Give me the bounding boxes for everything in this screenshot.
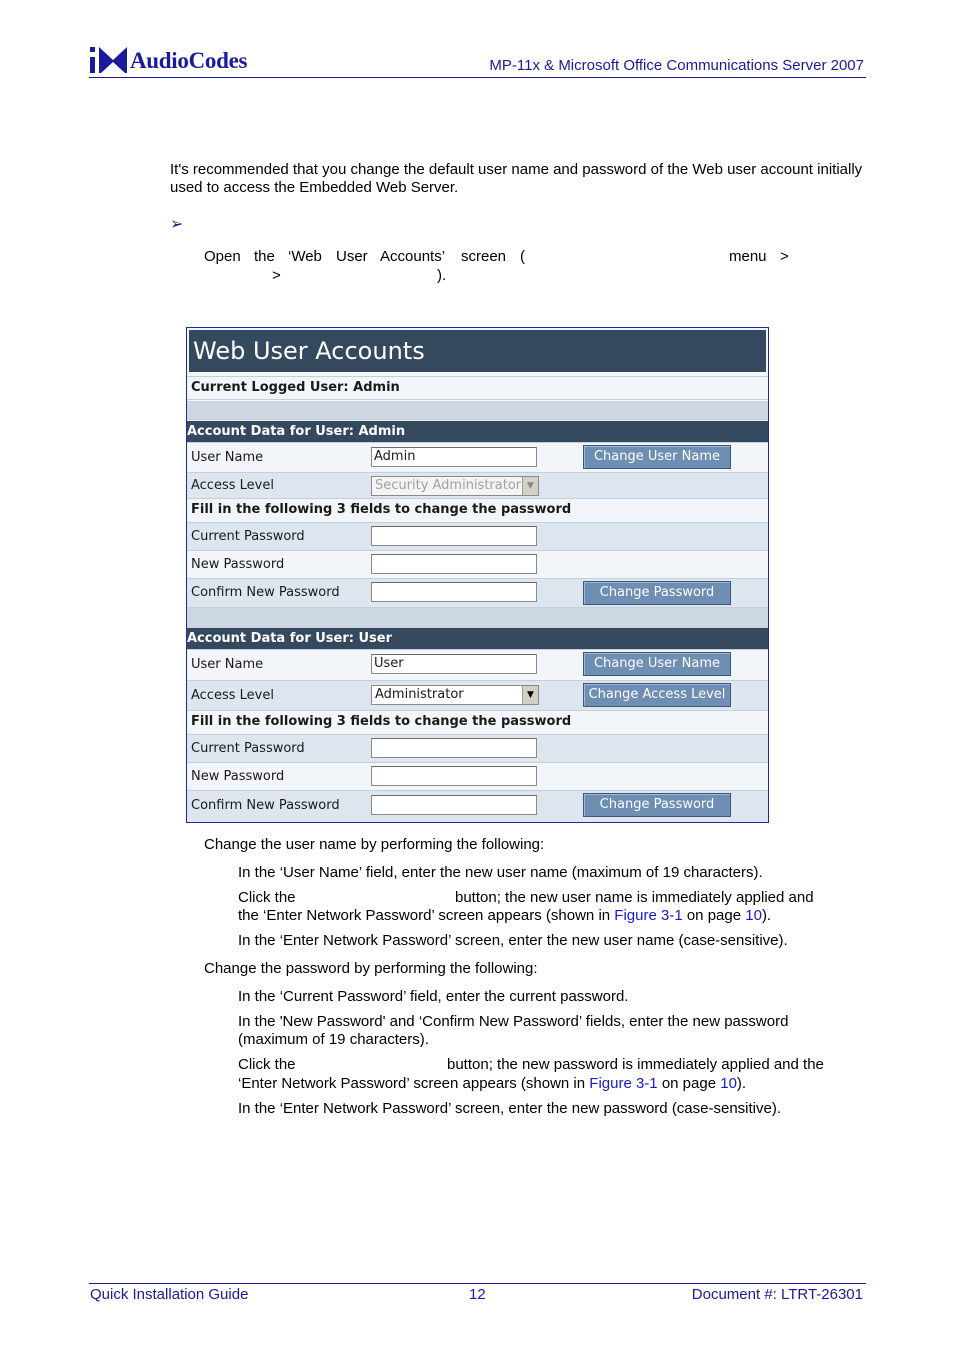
footer-rule bbox=[89, 1283, 866, 1284]
footer-left: Quick Installation Guide bbox=[90, 1286, 249, 1303]
user-access-level-select[interactable]: Administrator ▼ bbox=[371, 685, 539, 705]
widget-title: Web User Accounts bbox=[189, 330, 766, 372]
page-link[interactable]: 10 bbox=[745, 907, 762, 924]
step3c-pre: Click the bbox=[238, 1056, 296, 1073]
user-access-level-row: Access Level Administrator ▼ Change Access Level bbox=[187, 681, 768, 711]
user-current-password-input[interactable] bbox=[371, 738, 537, 758]
figure-link[interactable]: Figure 3-1 bbox=[589, 1075, 658, 1092]
user-user-name-row: User Name User Change User Name bbox=[187, 650, 768, 681]
footer-right: Document #: LTRT-26301 bbox=[691, 1286, 863, 1303]
spacer-band bbox=[187, 401, 768, 420]
step2-text: Change the user name by performing the following: bbox=[204, 836, 545, 853]
logo-wordmark: AudioCodes bbox=[130, 48, 248, 73]
user-new-password-input[interactable] bbox=[371, 766, 537, 786]
admin-change-password-button[interactable]: Change Password bbox=[583, 581, 731, 605]
page-link[interactable]: 10 bbox=[720, 1075, 737, 1092]
step3b-line1: In the 'New Password' and ‘Confirm New Password’ fields, enter the new password bbox=[238, 1013, 789, 1030]
footer-page-number: 12 bbox=[469, 1286, 486, 1303]
step3b-line2: (maximum of 19 characters). bbox=[238, 1031, 429, 1048]
step3a-text: In the ‘Current Password’ field, enter the current password. bbox=[238, 988, 629, 1005]
procedure-arrow-icon: ➢ bbox=[170, 216, 184, 233]
step3c-post: button; the new password is immediately applied and the bbox=[447, 1056, 824, 1073]
chevron-down-icon: ▼ bbox=[522, 477, 538, 495]
admin-section-header: Account Data for User: Admin bbox=[187, 421, 768, 443]
admin-confirm-password-row: Confirm New Password Change Password bbox=[187, 579, 768, 608]
header-title: MP-11x & Microsoft Office Communications Server 2007 bbox=[489, 57, 864, 74]
user-user-name-input[interactable]: User bbox=[371, 654, 537, 674]
admin-access-level-select: Security Administrator ▼ bbox=[371, 476, 539, 496]
step3d-text: In the ‘Enter Network Password’ screen, enter the new password (case-sensitive). bbox=[238, 1100, 782, 1117]
user-change-access-level-button[interactable]: Change Access Level bbox=[583, 683, 731, 707]
audiocodes-logo-icon bbox=[89, 43, 129, 75]
user-section-header: Account Data for User: User bbox=[187, 628, 768, 650]
logged-user-row bbox=[187, 376, 768, 400]
user-confirm-password-input[interactable] bbox=[371, 795, 537, 815]
step3-text: Change the password by performing the following: bbox=[204, 960, 538, 977]
admin-fill-in-row: Fill in the following 3 fields to change the password bbox=[187, 499, 768, 523]
admin-user-name-input[interactable]: Admin bbox=[371, 447, 537, 467]
figure-link[interactable]: Figure 3-1 bbox=[614, 907, 683, 924]
step2b-line2: the ‘Enter Network Password’ screen appears (shown in Figure 3-1 on page 10). bbox=[238, 907, 772, 924]
header-rule bbox=[89, 77, 866, 78]
user-new-password-row: New Password bbox=[187, 763, 768, 791]
spacer-band bbox=[187, 608, 768, 628]
step3c-line2: ‘Enter Network Password’ screen appears (shown in Figure 3-1 on page 10). bbox=[238, 1075, 747, 1092]
admin-confirm-password-input[interactable] bbox=[371, 582, 537, 602]
admin-user-name-row: User Name Admin Change User Name bbox=[187, 443, 768, 473]
web-user-accounts-panel bbox=[186, 327, 769, 823]
admin-current-password-row: Current Password bbox=[187, 523, 768, 551]
step2a-text: In the ‘User Name’ field, enter the new user name (maximum of 19 characters). bbox=[238, 864, 763, 881]
chevron-down-icon[interactable]: ▼ bbox=[522, 686, 538, 704]
admin-access-level-row: Access Level Security Administrator ▼ bbox=[187, 473, 768, 499]
admin-current-password-input[interactable] bbox=[371, 526, 537, 546]
step2b-pre: Click the bbox=[238, 889, 296, 906]
admin-new-password-input[interactable] bbox=[371, 554, 537, 574]
admin-new-password-row: New Password bbox=[187, 551, 768, 579]
user-change-password-button[interactable]: Change Password bbox=[583, 793, 731, 817]
user-current-password-row: Current Password bbox=[187, 735, 768, 763]
intro-paragraph: It's recommended that you change the default user name and password of the Web user account initially used to access the Embedded Web Server. bbox=[170, 161, 863, 196]
step2c-text: In the ‘Enter Network Password’ screen, enter the new user name (case-sensitive). bbox=[238, 932, 788, 949]
user-confirm-password-row: Confirm New Password Change Password bbox=[187, 791, 768, 822]
user-fill-in-row: Fill in the following 3 fields to change the password bbox=[187, 711, 768, 735]
admin-change-user-name-button[interactable]: Change User Name bbox=[583, 445, 731, 469]
user-change-user-name-button[interactable]: Change User Name bbox=[583, 652, 731, 676]
step2b-post: button; the new user name is immediately applied and bbox=[455, 889, 814, 906]
logged-user-label: Current Logged User: Admin bbox=[191, 380, 400, 395]
